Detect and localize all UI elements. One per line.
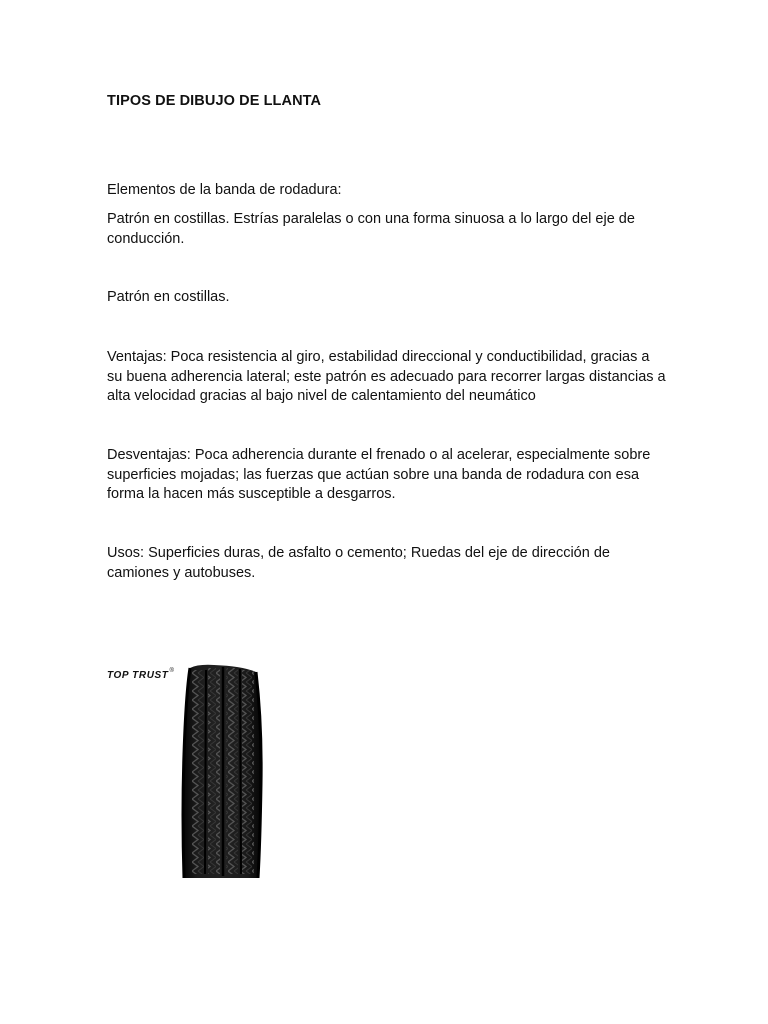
paragraph-uses: Usos: Superficies duras, de asfalto o cemento; Ruedas del eje de dirección de camiones y autobuses. (107, 545, 610, 581)
brand-logo (107, 670, 175, 681)
paragraph-elements-heading: Elementos de la banda de rodadura: (107, 182, 342, 198)
paragraph-advantages: Ventajas: Poca resistencia al giro, estabilidad direccional y conductibilidad, gracias a su buena adherencia lateral; este patrón es adecuado para recorrer largas distancias a alta velocidad gracias al bajo nivel de calentamiento del neumático (107, 349, 666, 404)
paragraph-rib-pattern-label: Patrón en costillas. (107, 289, 230, 305)
registered-mark: ® (169, 668, 175, 674)
paragraph-disadvantages: Desventajas: Poca adherencia durante el frenado o al acelerar, especialmente sobre superficies mojadas; las fuerzas que actúan sobre una banda de rodadura con esa forma la hacen más susceptible a desgarros. (107, 447, 651, 502)
document-title: TIPOS DE DIBUJO DE LLANTA (107, 93, 322, 109)
paragraph-rib-pattern-description: Patrón en costillas. Estrías paralelas o con una forma sinuosa a lo largo del eje de conducción. (107, 211, 635, 247)
brand-logo-text: TOP TRUST (107, 670, 169, 681)
tire-tread-image (180, 664, 264, 878)
